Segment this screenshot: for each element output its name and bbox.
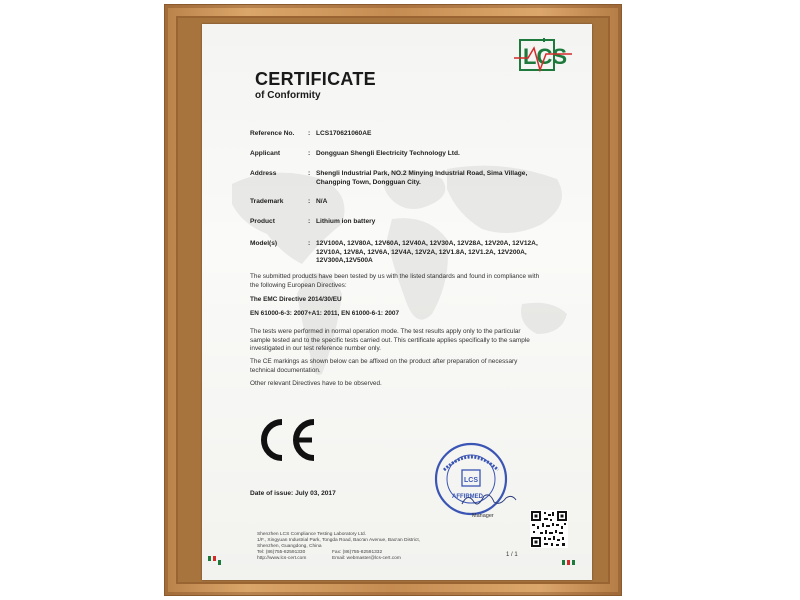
field-value: LCS170621060AE [316, 130, 372, 137]
ce-mark-text: CE [252, 418, 254, 419]
certificate-subtitle: of Conformity [255, 90, 321, 101]
field-label: Address [250, 170, 277, 177]
footer-tel: Tel: (86)755-82591330 [257, 550, 306, 555]
footer-address-2: Shenzhen, Guangdong, China [257, 544, 322, 549]
corner-decoration [208, 556, 211, 561]
field-separator: : [308, 218, 311, 225]
field-separator: : [308, 170, 311, 177]
corner-decoration [213, 556, 216, 561]
field-label: Applicant [250, 150, 281, 157]
corner-decoration [567, 560, 570, 565]
certificate-page [202, 24, 592, 580]
footer-address-1: 1/F., Xingyuan Industrial Park, Tongda Road, Bao'an Avenue, Bao'an District, [257, 538, 420, 543]
footer-company: Shenzhen LCS Compliance Testing Laboratory Ltd. [257, 532, 366, 537]
field-separator: : [308, 130, 311, 137]
other-directives-line: Other relevant Directives have to be observed. [250, 380, 382, 387]
field-value: Dongguan Shengli Electricity Technology Ltd. [316, 150, 460, 157]
footer-web: http://www.lcs-cert.com [257, 556, 307, 561]
field-label: Trademark [250, 198, 284, 205]
corner-decoration [572, 560, 575, 565]
stamp-logo: LCS [464, 477, 478, 484]
qr-code-icon [530, 510, 568, 548]
footer-email: Email: webmaster@lcs-cert.com [332, 556, 401, 561]
field-label: Reference No. [250, 130, 295, 137]
directive-line: The EMC Directive 2014/30/EU [250, 296, 342, 303]
ce-paragraph: The CE markings as shown below can be affixed on the product after preparation of necessary technical documentation. [250, 358, 518, 374]
field-label: Model(s) [250, 240, 278, 247]
field-separator: : [308, 240, 311, 247]
field-label: Product [250, 218, 275, 225]
stamp-label: AFFIRMED [452, 494, 483, 500]
signature-icon [460, 490, 518, 508]
field-separator: : [308, 198, 311, 205]
date-of-issue: Date of issue: July 03, 2017 [250, 490, 336, 497]
standards-line: EN 61000-6-3: 2007+A1: 2011, EN 61000-6-1: 2007 [250, 310, 400, 317]
field-value: Lithium ion battery [316, 218, 376, 225]
footer-fax: Fax: (86)755-82591332 [332, 550, 383, 555]
corner-decoration [562, 560, 565, 565]
field-value: N/A [316, 198, 328, 205]
logo-lettering: LCS [523, 44, 567, 69]
test-paragraph: The tests were performed in normal operation mode. The test results apply only to the particular sample tested and to the specific tests carried out. This certificate applies specifically to the sample investigated in our test reference number only. [250, 328, 530, 352]
field-value: Shengli Industrial Park, NO.2 Minying Industrial Road, Sima Village, Changping Town, Dongguan City. [316, 170, 528, 186]
intro-paragraph: The submitted products have been tested by us with the listed standards and found in compliance with the following European Directives: [250, 273, 540, 289]
manager-label: Manager [472, 513, 494, 519]
lcs-logo [514, 34, 572, 80]
ce-mark-icon [252, 418, 320, 462]
field-separator: : [308, 150, 311, 157]
page-number: 1 / 1 [506, 552, 518, 558]
certificate-title: CERTIFICATE [255, 69, 376, 89]
field-value: 12V100A, 12V80A, 12V60A, 12V40A, 12V30A, 12V28A, 12V20A, 12V12A, 12V10A, 12V8A, 12V6A, 12V4A, 12V2A, 12V1.8A, 12V1.2A, 12V200A, 12V300A,12V500A [316, 240, 538, 265]
corner-decoration [218, 560, 221, 565]
